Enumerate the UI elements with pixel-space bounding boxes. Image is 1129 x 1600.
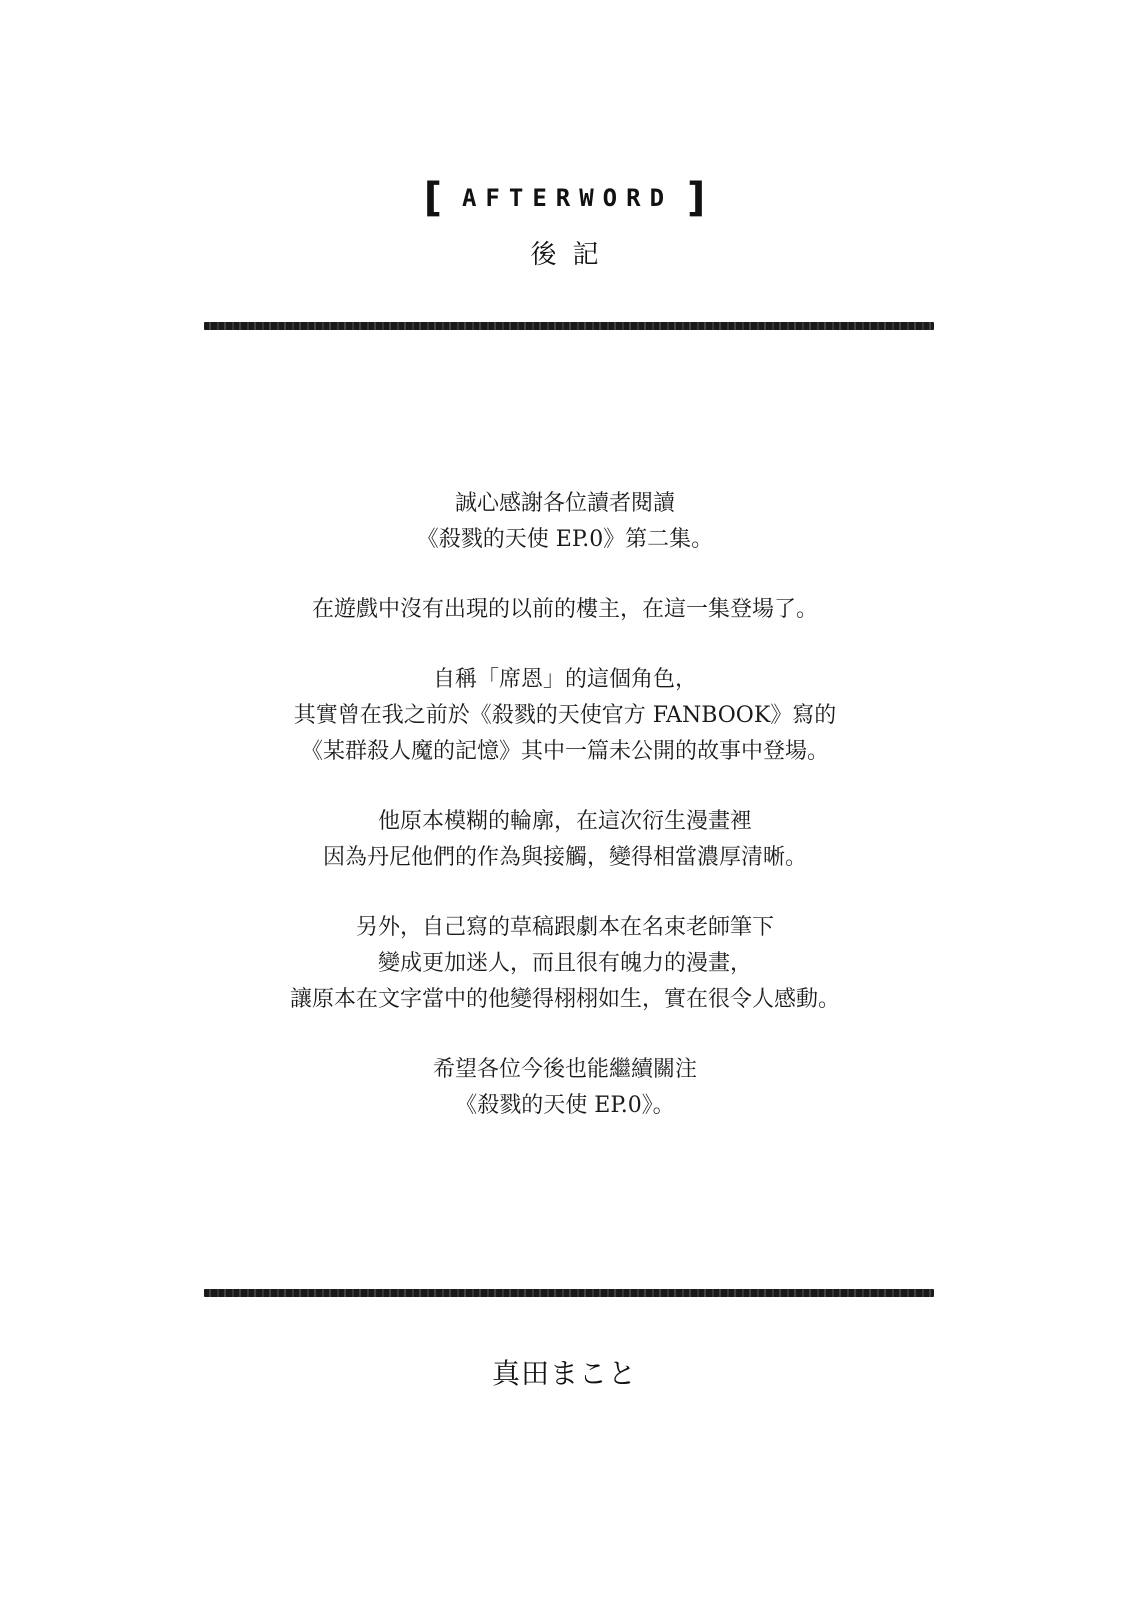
text-line: 希望各位今後也能繼續關注 [432,1057,697,1082]
paragraph [150,1052,980,1124]
text-line: 《殺戮的天使 EP.0》。 [455,1093,675,1118]
text-line: 另外，自己寫的草稿跟劇本在名束老師筆下 [355,915,774,940]
text-line: 誠心感謝各位讀者閱讀 [454,491,675,516]
top-divider [204,322,934,330]
heading-english [423,175,706,221]
paragraph [150,662,980,770]
heading-title-zh: 後記 [530,240,615,270]
text-line: 因為丹尼他們的作為與接觸，變得相當濃厚清晰。 [322,845,807,870]
text-line: 在遊戲中沒有出現的以前的樓主，在這一集登場了。 [311,597,818,622]
paragraph [150,910,980,1018]
text-line: 《某群殺人魔的記憶》其中一篇未公開的故事中登場。 [300,739,829,764]
text-line: 自稱「席恩」的這個角色， [432,667,697,692]
right-bracket: ] [687,175,706,221]
text-line: 變成更加迷人，而且很有魄力的漫畫， [377,951,752,976]
bottom-divider [204,1289,934,1297]
author-signature: 真田まこと [491,1357,637,1390]
heading-title-en: AFTERWORD [461,184,674,212]
paragraph [150,592,980,628]
paragraph [150,486,980,558]
paragraph [150,804,980,876]
left-bracket: [ [423,175,442,221]
text-line: 讓原本在文字當中的他變得栩栩如生，實在很令人感動。 [289,987,840,1012]
text-line: 其實曾在我之前於《殺戮的天使官方 FANBOOK》寫的 [293,703,837,728]
text-line: 他原本模糊的輪廓，在這次衍生漫畫裡 [377,809,752,834]
afterword-body [150,486,980,1158]
heading [0,175,1129,271]
text-line: 《殺戮的天使 EP.0》第二集。 [416,527,714,552]
